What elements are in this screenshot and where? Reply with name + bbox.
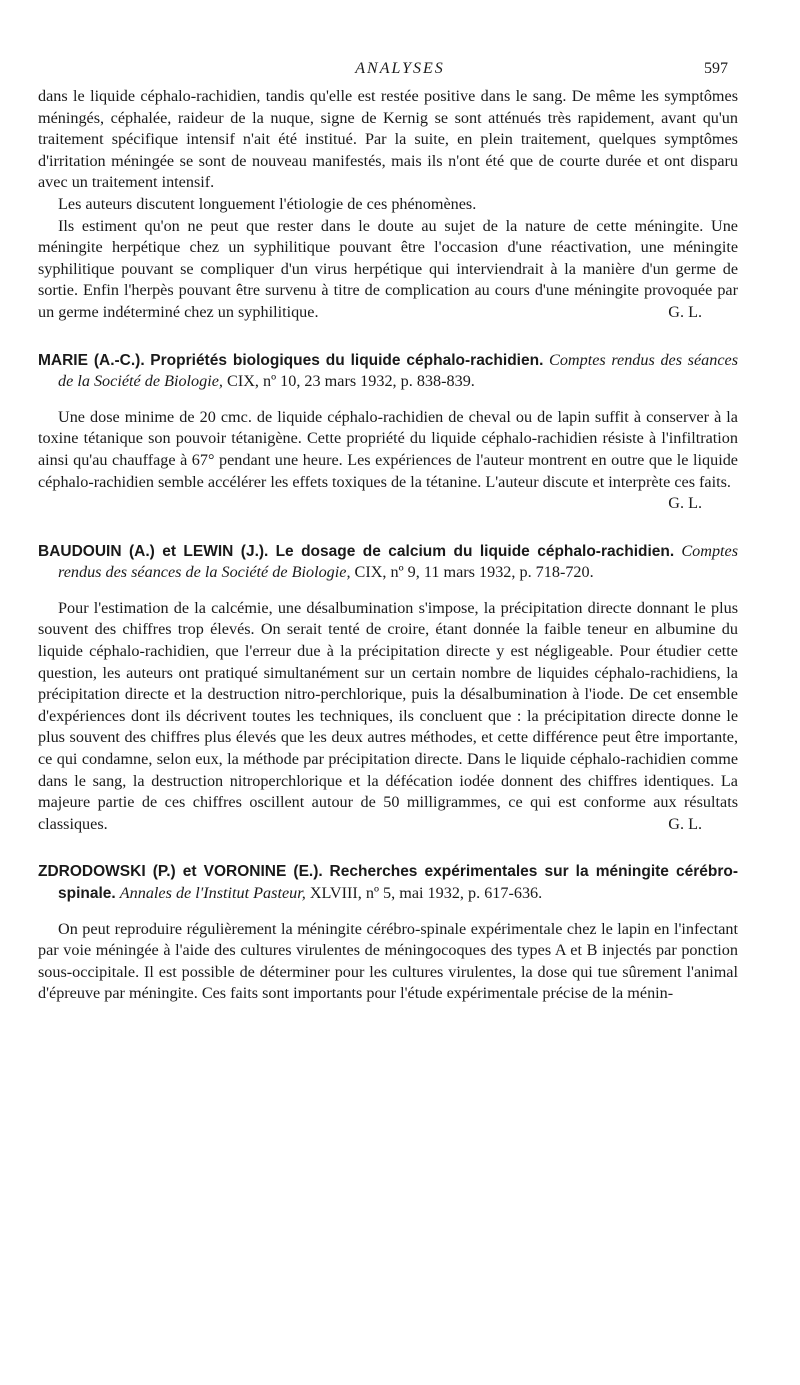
article-details: CIX, nº 9, 11 mars 1932, p. 718-720. bbox=[354, 563, 594, 582]
intro-section bbox=[38, 86, 738, 324]
article-details: XLVIII, nº 5, mai 1932, p. 617-636. bbox=[309, 884, 543, 902]
page-content bbox=[38, 86, 738, 1005]
article-source: Annales de l'Institut Pasteur, bbox=[119, 884, 306, 902]
article-body bbox=[38, 919, 738, 1005]
article-zdrodowski-voronine bbox=[38, 861, 738, 1005]
intro-signature: G. L. bbox=[668, 302, 702, 321]
article-authors: BAUDOUIN (A.) et LEWIN (J.). bbox=[38, 542, 269, 560]
article-baudouin-lewin bbox=[38, 541, 738, 836]
article-title: Propriétés biologiques du liquide céphalo-rachidien. bbox=[150, 351, 544, 369]
article-body bbox=[38, 407, 738, 515]
intro-paragraph-1: dans le liquide céphalo-rachidien, tandis qu'elle est restée positive dans le sang. De même les symptômes méningés, céphalée, raideur de la nuque, signe de Kernig se sont atténués très rapidement, avant qu'un traitement spécifique intensif n'ait été institué. Par la suite, en plein traitement, quelques symptômes d'irritation méningée se sont de nouveau manifestés, mais ils n'ont été que de courte durée et ont disparu avec un traitement intensif. bbox=[38, 87, 738, 192]
article-title: Le dosage de calcium du liquide céphalo-rachidien. bbox=[275, 542, 675, 560]
intro-paragraph-3-text: Ils estiment qu'on ne peut que rester dans le doute au sujet de la nature de cette méningite. Une méningite herpétique chez un syphilitique pouvant être l'occasion d'une réactivation, une méningite syphilitique pouvant se compliquer d'un virus herpétique qui interviendrait à la manière d'un germe de sortie. Enfin l'herpès pouvant être survenu à titre de complication au cours d'une méningite provoquée par un germe indéterminé chez un syphilitique. bbox=[38, 216, 738, 321]
article-reference bbox=[38, 861, 738, 904]
article-authors: MARIE (A.-C.). bbox=[38, 351, 145, 369]
article-body-text: On peut reproduire régulièrement la méningite cérébro-spinale expérimentale chez le lapin en l'infectant par voie méningée à l'aide des cultures virulentes de méningocoques des types A et B injectés par ponction sous-occipitale. Il est possible de déterminer pour les cultures virulentes, la dose qui tue sûrement l'animal d'épreuve par méningite. Ces faits sont importants pour l'étude expérimentale précise de la ménin- bbox=[38, 919, 738, 1003]
article-body-text: Pour l'estimation de la calcémie, une désalbumination s'impose, la précipitation directe donnant le plus souvent des chiffres trop élevés. On serait tenté de croire, étant donnée la faible teneur en albumine du liquide céphalo-rachidien, que l'erreur due à la précipitation directe y est négligeable. Pour étudier cette question, les auteurs ont pratiqué simultanément sur un certain nombre de liquides céphalo-rachidiens, la précipitation directe et la destruction nitro-perchlorique, puis la désalbumination à l'iode. De cet ensemble d'expériences dont ils décrivent toutes les techniques, ils concluent que : la précipitation directe donne le plus souvent des chiffres plus élevés que les deux autres méthodes, et cette différence peut être importante, ce qui condamne, selon eux, la méthode par précipitation directe. Dans le liquide céphalo-rachidien comme dans le sang, la destruction nitroperchlorique et la défécation iodée donnent des chiffres identiques. La majeure partie de ces chiffres oscillent autour de 50 milligrammes, ce qui est conforme aux résultats classiques. bbox=[38, 598, 738, 833]
article-source: Comptes rendus des séances de la Société de Biologie, bbox=[58, 350, 739, 391]
article-reference bbox=[38, 350, 738, 393]
page-header bbox=[0, 60, 800, 82]
intro-paragraph-2: Les auteurs discutent longuement l'étiologie de ces phénomènes. bbox=[58, 194, 477, 213]
intro-paragraph-3 bbox=[38, 216, 738, 324]
article-reference bbox=[38, 541, 738, 584]
article-body-text: Une dose minime de 20 cmc. de liquide céphalo-rachidien de cheval ou de lapin suffit à conserver à la toxine tétanique son pouvoir tétanigène. Cette propriété du liquide céphalo-rachidien résiste à l'infiltration ainsi qu'au chauffage à 67° pendant une heure. Les expériences de l'auteur montrent en outre que le liquide céphalo-rachidien semble accélérer les effets toxiques de la tétanine. L'auteur discute et interprète ces faits. bbox=[38, 407, 738, 491]
article-title: Recherches expérimentales sur la méningite cérébro-spinale. bbox=[58, 863, 739, 902]
running-title: ANALYSES bbox=[355, 60, 445, 77]
page-number: 597 bbox=[704, 60, 728, 77]
article-details: CIX, nº 10, 23 mars 1932, p. 838-839. bbox=[227, 372, 475, 391]
article-authors: ZDRODOWSKI (P.) et VORONINE (E.). bbox=[38, 863, 323, 881]
article-signature: G. L. bbox=[668, 814, 702, 833]
article-body bbox=[38, 598, 738, 836]
article-signature: G. L. bbox=[668, 494, 702, 513]
article-source: Comptes rendus des séances de la Société de Biologie, bbox=[58, 541, 739, 582]
article-marie bbox=[38, 350, 738, 515]
